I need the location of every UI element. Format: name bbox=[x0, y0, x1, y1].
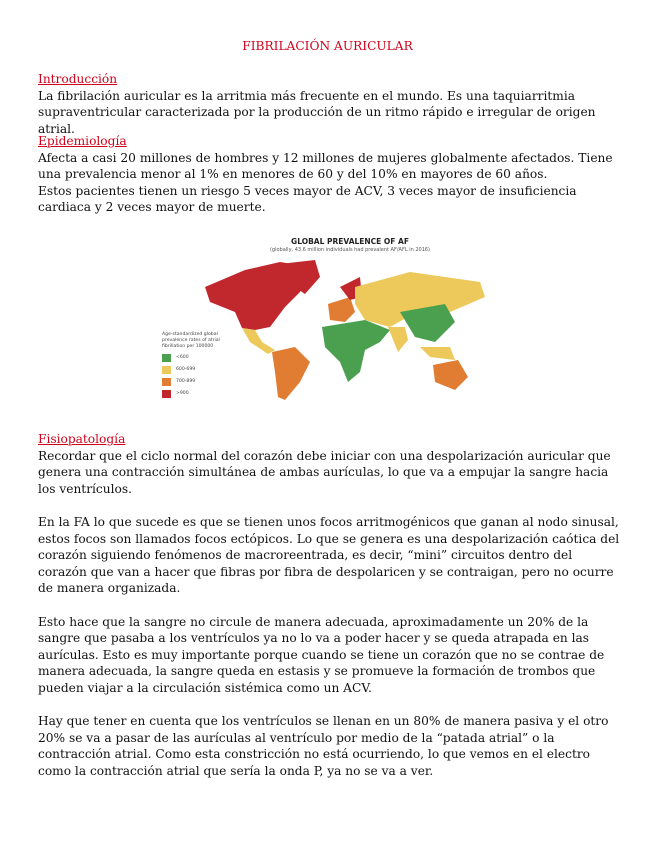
figure-title: GLOBAL PREVALENCE OF AF bbox=[291, 237, 409, 246]
central-america bbox=[242, 328, 275, 354]
western-europe bbox=[328, 297, 355, 322]
legend-item bbox=[162, 378, 222, 386]
south-america bbox=[272, 347, 310, 400]
legend-label: 600-699 bbox=[176, 367, 196, 372]
paragraph: Esto hace que la sangre no circule de manera adecuada, aproximadamente un 20% de la sangre que pasaba a los ventrículos ya no lo va a poder hacer y se queda atrapada en las aurículas. Esto es muy importante porque cuando se tiene un corazón que no se contrae de manera adecuada, la sangre queda en estasis y se promueve la formación de trombos que pueden viajar a la circulación sistémica como un ACV. bbox=[38, 614, 605, 695]
se-asia bbox=[420, 347, 455, 360]
paragraph: Hay que tener en cuenta que los ventrículos se llenan en un 80% de manera pasiva y el otro 20% se va a pasar de las aurículas al ventrículo por medio de la “patada atrial” o la contracción atrial. Como esta constricción no está ocurriendo, lo que vemos en el electro como la contracción atrial que sería la onda P, ya no se va a ver. bbox=[38, 714, 609, 778]
prevalence-map-figure bbox=[150, 232, 500, 410]
africa-mideast bbox=[322, 320, 390, 382]
section-heading: Introducción bbox=[38, 72, 118, 86]
india bbox=[388, 327, 408, 352]
legend-item bbox=[162, 390, 222, 398]
paragraph: La fibrilación auricular es la arritmia más frecuente en el mundo. Es una taquiarritmia supraventricular caracterizada por la producción de un ritmo rápido e irregular de origen atrial. bbox=[38, 88, 596, 136]
document-title: FIBRILACIÓN AURICULAR bbox=[242, 39, 413, 53]
legend-label: <600 bbox=[176, 355, 189, 360]
section-epidemiologia bbox=[38, 133, 623, 216]
section-heading: Epidemiología bbox=[38, 134, 127, 148]
australia bbox=[433, 360, 468, 390]
legend-item bbox=[162, 354, 222, 362]
map-legend bbox=[162, 332, 222, 398]
section-fisiopatologia bbox=[38, 431, 623, 779]
legend-title: Age-standardized global prevalence rates of atrial fibrillation per 100000 bbox=[162, 332, 220, 349]
paragraph: Recordar que el ciclo normal del corazón debe iniciar con una despolarización auricular que genera una contracción simultánea de ambas aurículas, lo que va a empujar la sangre hacia los ventrículos. bbox=[38, 448, 611, 496]
legend-label: 700-899 bbox=[176, 379, 196, 384]
paragraph: En la FA lo que sucede es que se tienen unos focos arritmogénicos que ganan al nodo sinusal, estos focos son llamados focos ectópicos. Lo que se genera es una despolarización caótica del corazón siguiendo fenómenos de macroreentrada, es decir, “mini” circuitos dentro del corazón que van a hacer que fibras por fibra de despolaricen y se contraigan, pero no ocurre de manera organizada. bbox=[38, 514, 620, 596]
section-introduccion bbox=[38, 71, 623, 137]
figure-subtitle: (globally, 43.6 million individuals had prevalent AF/AFL in 2016) bbox=[269, 247, 431, 253]
paragraph: Afecta a casi 20 millones de hombres y 12 millones de mujeres globalmente afectados. Tiene una prevalencia menor al 1% en menores de 60 y del 10% en mayores de 60 años. bbox=[38, 150, 613, 182]
legend-item bbox=[162, 366, 222, 374]
section-heading: Fisiopatología bbox=[38, 432, 126, 446]
paragraph: Estos pacientes tienen un riesgo 5 veces mayor de ACV, 3 veces mayor de insuficiencia cardiaca y 2 veces mayor de muerte. bbox=[38, 183, 577, 215]
legend-label: >900 bbox=[176, 391, 189, 396]
